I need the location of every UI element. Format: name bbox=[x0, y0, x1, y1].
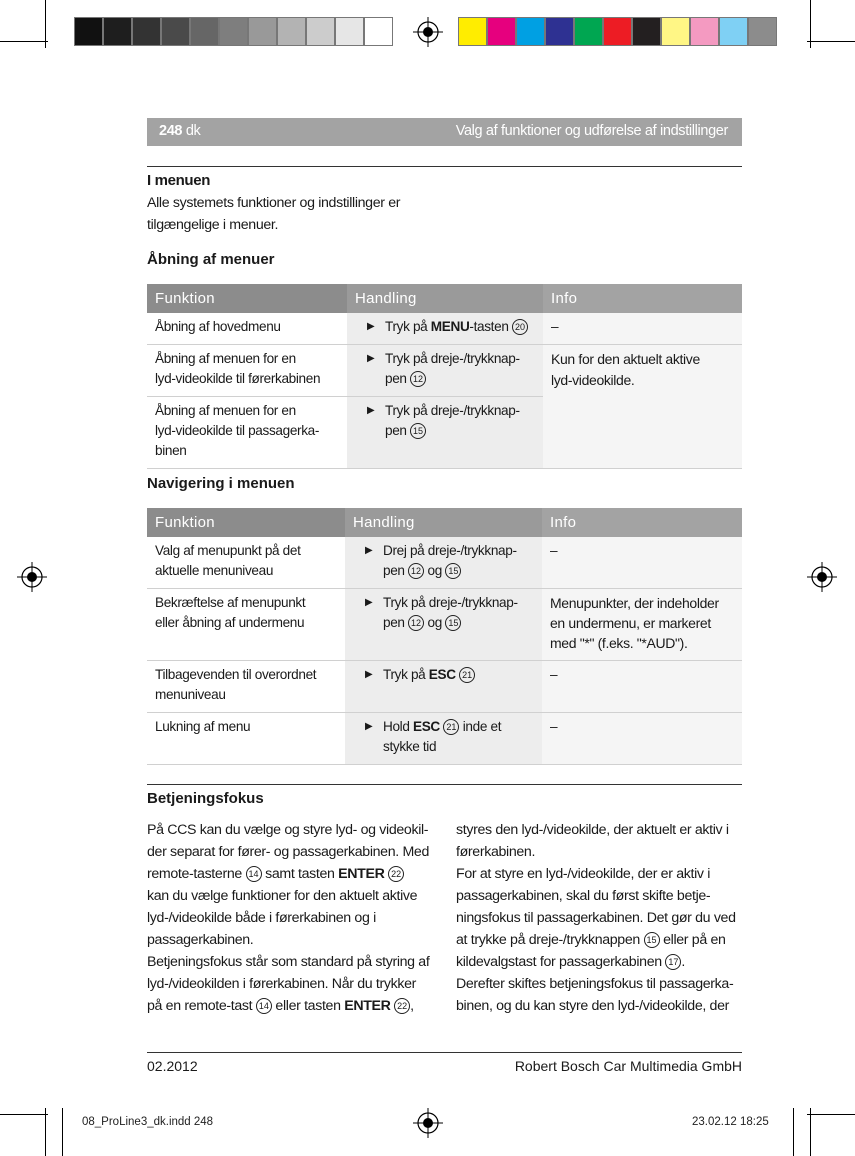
table-header-row bbox=[147, 508, 742, 537]
print-slug-date: 23.02.12 18:25 bbox=[692, 1116, 769, 1128]
divider bbox=[147, 1052, 742, 1053]
number-marker: 15 bbox=[445, 615, 461, 631]
function-cell: Åbning af menuen for en lyd-videokilde til førerkabinen bbox=[147, 345, 347, 397]
page-number: 248 dk bbox=[159, 123, 201, 139]
crop-mark bbox=[0, 41, 48, 42]
color-swatch bbox=[661, 17, 690, 46]
table-row bbox=[147, 345, 742, 397]
table-row bbox=[147, 713, 742, 765]
section-heading: Betjeningsfokus bbox=[147, 790, 264, 807]
footer-company: Robert Bosch Car Multimedia GmbH bbox=[514, 1058, 742, 1074]
color-swatch bbox=[161, 17, 190, 46]
color-swatch bbox=[458, 17, 487, 46]
color-swatch bbox=[545, 17, 574, 46]
table-row bbox=[147, 589, 742, 661]
body-column-right: styres den lyd-/videokilde, der aktuelt er aktiv i førerkabinen. For at styre en lyd-/videokilde, der er aktiv i passagerkabinen, skal du først skifte betje- ningsfokus til passagerkabinen. Det gør du ved at trykke på dreje-/trykknappen 15 eller på en kildevalgstast for passagerkabinen 17 . Derefter skiftes betjeningsfokus til passagerka- binen, og du kan styre den lyd-/videokilde, der bbox=[456, 822, 736, 1014]
action-cell: ▶ Hold ESC 21 inde et stykke tid bbox=[345, 713, 542, 765]
info-cell: Kun for den aktuelt aktive lyd-videokilde. bbox=[543, 345, 742, 469]
color-swatch bbox=[719, 17, 748, 46]
menu-open-table bbox=[147, 284, 742, 469]
color-swatch bbox=[632, 17, 661, 46]
section-heading: Navigering i menuen bbox=[147, 475, 295, 492]
number-marker: 14 bbox=[246, 866, 262, 882]
divider bbox=[147, 784, 742, 785]
column-header: Info bbox=[542, 508, 742, 537]
function-cell: Tilbagevenden til overordnet menuniveau bbox=[147, 661, 345, 713]
crop-mark bbox=[0, 1114, 48, 1115]
number-marker: 22 bbox=[388, 866, 404, 882]
action-cell: ▶ Tryk på MENU-tasten 20 bbox=[347, 313, 543, 345]
color-swatch bbox=[335, 17, 364, 46]
divider bbox=[147, 166, 742, 167]
section-heading: I menuen bbox=[147, 172, 211, 189]
color-swatch bbox=[690, 17, 719, 46]
column-header: Info bbox=[543, 284, 742, 313]
table-row bbox=[147, 661, 742, 713]
color-swatch bbox=[277, 17, 306, 46]
crop-mark bbox=[810, 1108, 811, 1156]
action-cell: ▶ Tryk på dreje-/trykknap- pen 12 og 15 bbox=[345, 589, 542, 661]
color-swatch bbox=[103, 17, 132, 46]
number-marker: 17 bbox=[665, 954, 681, 970]
table-row bbox=[147, 537, 742, 589]
number-marker: 14 bbox=[256, 998, 272, 1014]
color-swatch bbox=[190, 17, 219, 46]
color-swatch bbox=[574, 17, 603, 46]
number-marker: 12 bbox=[408, 615, 424, 631]
action-cell: ▶ Tryk på dreje-/trykknap- pen 12 bbox=[347, 345, 543, 397]
table-row bbox=[147, 313, 742, 345]
info-cell: Menupunkter, der indeholder en undermenu, er markeret med "*" (f.eks. "*AUD"). bbox=[542, 589, 742, 661]
registration-mark-icon bbox=[17, 562, 47, 592]
function-cell: Åbning af menuen for en lyd-videokilde til passagerka- binen bbox=[147, 397, 347, 469]
action-cell: ▶ Tryk på dreje-/trykknap- pen 15 bbox=[347, 397, 543, 469]
number-marker: 15 bbox=[445, 563, 461, 579]
number-marker: 21 bbox=[443, 719, 459, 735]
info-cell: – bbox=[542, 661, 742, 713]
registration-mark-icon bbox=[807, 562, 837, 592]
footer-date: 02.2012 bbox=[147, 1058, 198, 1074]
menu-navigation-table bbox=[147, 508, 742, 765]
color-swatch bbox=[364, 17, 393, 46]
number-marker: 15 bbox=[410, 423, 426, 439]
table-header-row bbox=[147, 284, 742, 313]
column-header: Funktion bbox=[147, 508, 345, 537]
function-cell: Åbning af hovedmenu bbox=[147, 313, 347, 345]
section-heading: Åbning af menuer bbox=[147, 251, 275, 268]
crop-mark bbox=[62, 1108, 63, 1156]
intro-text: Alle systemets funktioner og indstillinger er tilgængelige i menuer. bbox=[147, 195, 401, 233]
number-marker: 15 bbox=[644, 932, 660, 948]
print-slug-file: 08_ProLine3_dk.indd 248 bbox=[82, 1116, 214, 1128]
column-header: Handling bbox=[345, 508, 542, 537]
crop-mark bbox=[45, 0, 46, 48]
column-header: Funktion bbox=[147, 284, 347, 313]
crop-mark bbox=[793, 1108, 794, 1156]
color-swatch bbox=[516, 17, 545, 46]
function-cell: Lukning af menu bbox=[147, 713, 345, 765]
color-swatch bbox=[132, 17, 161, 46]
number-marker: 12 bbox=[408, 563, 424, 579]
color-swatch bbox=[219, 17, 248, 46]
number-marker: 22 bbox=[394, 998, 410, 1014]
registration-mark-icon bbox=[413, 1108, 443, 1138]
chapter-title: Valg af funktioner og udførelse af indstillinger bbox=[455, 123, 728, 139]
number-marker: 21 bbox=[459, 667, 475, 683]
info-cell: – bbox=[542, 713, 742, 765]
info-cell: – bbox=[543, 313, 742, 345]
body-column-left: På CCS kan du vælge og styre lyd- og videokil- der separat for fører- og passagerkabinen. Med remote-tasterne 14 samt tasten ENTER 22 kan du vælge funktioner for den aktuelt aktive lyd-/videokilde både i førerkabinen og i passagerkabinen. Betjeningsfokus står som standard på styring af lyd-/videokilden i førerkabinen. Når du trykker på en remote-tast 14 eller tasten ENTER 22 , bbox=[147, 822, 430, 1014]
function-cell: Valg af menupunkt på det aktuelle menuniveau bbox=[147, 537, 345, 589]
color-swatch bbox=[306, 17, 335, 46]
column-header: Handling bbox=[347, 284, 543, 313]
action-cell: ▶ Tryk på ESC 21 bbox=[345, 661, 542, 713]
crop-mark bbox=[807, 1114, 855, 1115]
running-header bbox=[147, 118, 742, 146]
crop-mark bbox=[807, 41, 855, 42]
info-cell: – bbox=[542, 537, 742, 589]
color-swatch bbox=[487, 17, 516, 46]
color-swatch bbox=[74, 17, 103, 46]
color-swatch bbox=[248, 17, 277, 46]
number-marker: 20 bbox=[512, 319, 528, 335]
gray-color-bar bbox=[74, 17, 393, 46]
registration-mark-icon bbox=[413, 17, 443, 47]
action-cell: ▶ Drej på dreje-/trykknap- pen 12 og 15 bbox=[345, 537, 542, 589]
number-marker: 12 bbox=[410, 371, 426, 387]
process-color-bar bbox=[458, 17, 777, 46]
function-cell: Bekræftelse af menupunkt eller åbning af undermenu bbox=[147, 589, 345, 661]
color-swatch bbox=[603, 17, 632, 46]
color-swatch bbox=[748, 17, 777, 46]
crop-mark bbox=[45, 1108, 46, 1156]
crop-mark bbox=[810, 0, 811, 48]
